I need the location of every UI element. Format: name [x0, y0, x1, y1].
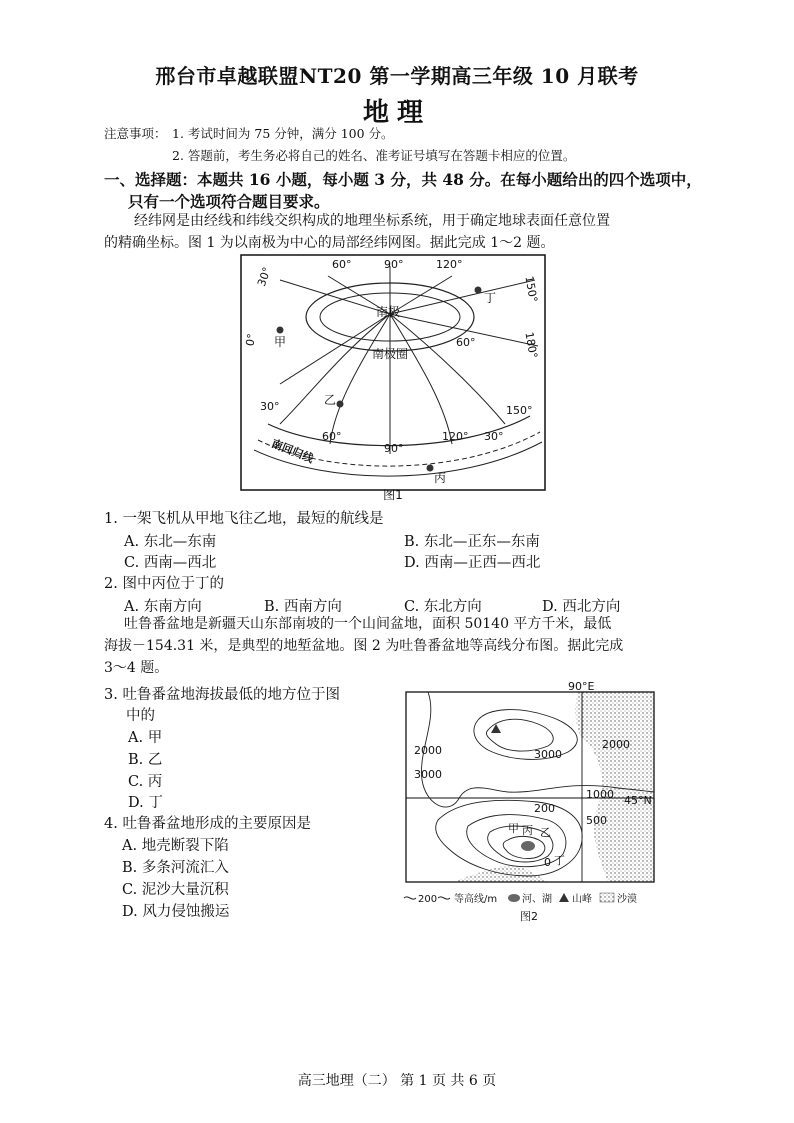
point-ding: [475, 287, 482, 294]
fig1-lon150-right: 150°: [522, 275, 540, 304]
passage2-line1: 吐鲁番盆地是新疆天山东部南坡的一个山间盆地，面积 50140 平方千米，最低: [124, 616, 612, 632]
fig1-lon180: 180°: [522, 331, 540, 360]
fig2-legend-contour: 等高线/m: [454, 894, 498, 905]
lake: [521, 841, 535, 851]
fig1-lon60-bottom: 60°: [322, 430, 342, 443]
point-yi: [337, 401, 344, 408]
fig2-c2000a: 2000: [414, 744, 442, 757]
fig1-pole: 南极: [376, 305, 401, 319]
q1-stem: 1. 一架飞机从甲地飞往乙地，最短的航线是: [104, 511, 384, 527]
q4-stem: 4. 吐鲁番盆地形成的主要原因是: [104, 816, 311, 832]
fig1-lon0: 0°: [243, 332, 259, 348]
figure2: [398, 680, 660, 925]
q3-option-b[interactable]: B. 乙: [128, 752, 163, 768]
fig2-ding: 丁: [554, 854, 565, 867]
fig2-bing: 丙: [522, 824, 533, 837]
fig2-c3000a: 3000: [534, 748, 562, 761]
fig2-c3000b: 3000: [414, 768, 442, 781]
q1-option-b[interactable]: B. 东北—正东—东南: [404, 534, 540, 550]
figure1-graticule: [240, 254, 546, 500]
q4-option-b[interactable]: B. 多条河流汇入: [122, 860, 229, 876]
passage1-line2: 的精确坐标。图 1 为以南极为中心的局部经纬网图。据此完成 1～2 题。: [104, 235, 555, 251]
section-heading-line2: 只有一个选项符合题目要求。: [128, 192, 330, 211]
section-heading-line1: 一、选择题：本题共 16 小题，每小题 3 分，共 48 分。在每小题给出的四个选项中，: [104, 170, 702, 189]
q4-option-a[interactable]: A. 地壳断裂下陷: [122, 838, 229, 854]
fig2-lat: 45°N: [624, 794, 652, 807]
fig1-lon120-bottom: 120°: [442, 430, 469, 443]
fig2-c500: 500: [586, 814, 607, 827]
fig1-bing: 丙: [434, 471, 447, 485]
fig1-yi: 乙: [324, 393, 337, 407]
notice-item-2: 2. 答题前，考生务必将自己的姓名、准考证号填写在答题卡相应的位置。: [172, 148, 576, 163]
page-footer: 高三地理（二） 第 1 页 共 6 页: [297, 1073, 497, 1089]
fig2-legend-desert: 沙漠: [617, 894, 637, 905]
fig1-lon90-top: 90°: [384, 258, 404, 271]
passage2-line3: 3～4 题。: [104, 660, 169, 676]
fig1-lon60-top: 60°: [332, 258, 352, 271]
figure1: [240, 254, 546, 500]
q2-option-c[interactable]: C. 东北方向: [404, 599, 482, 615]
q3-option-a[interactable]: A. 甲: [128, 730, 163, 746]
fig2-c1000: 1000: [586, 788, 614, 801]
fig1-antarctic-circle: 南极圈: [372, 347, 409, 361]
point-jia: [277, 327, 284, 334]
q4-option-d[interactable]: D. 风力侵蚀搬运: [122, 904, 230, 920]
q4-option-c[interactable]: C. 泥沙大量沉积: [122, 882, 229, 898]
q2-stem: 2. 图中丙位于丁的: [104, 576, 224, 592]
notice-label: 注意事项：: [104, 126, 167, 141]
fig1-lon150-bottom: 150°: [506, 404, 533, 417]
fig2-yi: 乙: [540, 826, 551, 839]
figure2-caption: 图2: [520, 910, 538, 923]
fig2-legend-peak: 山峰: [572, 894, 592, 905]
fig2-c0: 0: [544, 856, 551, 869]
fig1-lat30-right: 30°: [484, 430, 504, 443]
fig1-lon30-left: 30°: [254, 265, 274, 289]
fig1-ding: 丁: [484, 291, 497, 305]
passage2-line2: 海拔－154.31 米，是典型的地堑盆地。图 2 为吐鲁番盆地等高线分布图。据此完成: [104, 638, 624, 654]
fig1-jia: 甲: [274, 335, 287, 349]
q1-option-a[interactable]: A. 东北—东南: [124, 534, 217, 550]
q2-option-a[interactable]: A. 东南方向: [124, 599, 202, 615]
fig2-lon: 90°E: [568, 680, 595, 693]
q3-option-c[interactable]: C. 丙: [128, 774, 163, 790]
figure1-caption: 图1: [383, 488, 403, 502]
q3-stem-line2: 中的: [126, 708, 155, 724]
passage1-line1: 经纬网是由经线和纬线交织构成的地理坐标系统，用于确定地球表面任意位置: [134, 213, 610, 229]
fig1-lat30-left: 30°: [260, 400, 280, 413]
fig1-lon90-bottom: 90°: [384, 442, 404, 455]
fig2-c2000b: 2000: [602, 738, 630, 751]
fig1-tropic: 南回归线: [269, 436, 316, 466]
q2-option-d[interactable]: D. 西北方向: [542, 599, 621, 615]
q3-stem-line1: 3. 吐鲁番盆地海拔最低的地方位于图: [104, 687, 340, 703]
fig2-c200: 200: [534, 802, 555, 815]
legend-peak-icon: [559, 893, 569, 902]
fig1-lon120-top: 120°: [436, 258, 463, 271]
q3-option-d[interactable]: D. 丁: [128, 795, 163, 811]
q1-option-d[interactable]: D. 西南—正西—西北: [404, 555, 541, 571]
fig1-lon60-right: 60°: [456, 336, 476, 349]
fig2-jia: 甲: [508, 822, 519, 835]
exam-title: 邢台市卓越联盟NT20 第一学期高三年级 10 月联考: [155, 64, 639, 88]
q1-option-c[interactable]: C. 西南—西北: [124, 555, 217, 571]
figure2-contour-map: [398, 680, 660, 925]
q2-option-b[interactable]: B. 西南方向: [264, 599, 342, 615]
fig2-legend-river: 河、湖: [522, 894, 552, 905]
point-bing: [427, 465, 434, 472]
fig2-legend-contour-value: 200: [418, 894, 438, 905]
notice-item-1: 1. 考试时间为 75 分钟，满分 100 分。: [172, 126, 394, 141]
subject-title: 地理: [362, 98, 431, 128]
